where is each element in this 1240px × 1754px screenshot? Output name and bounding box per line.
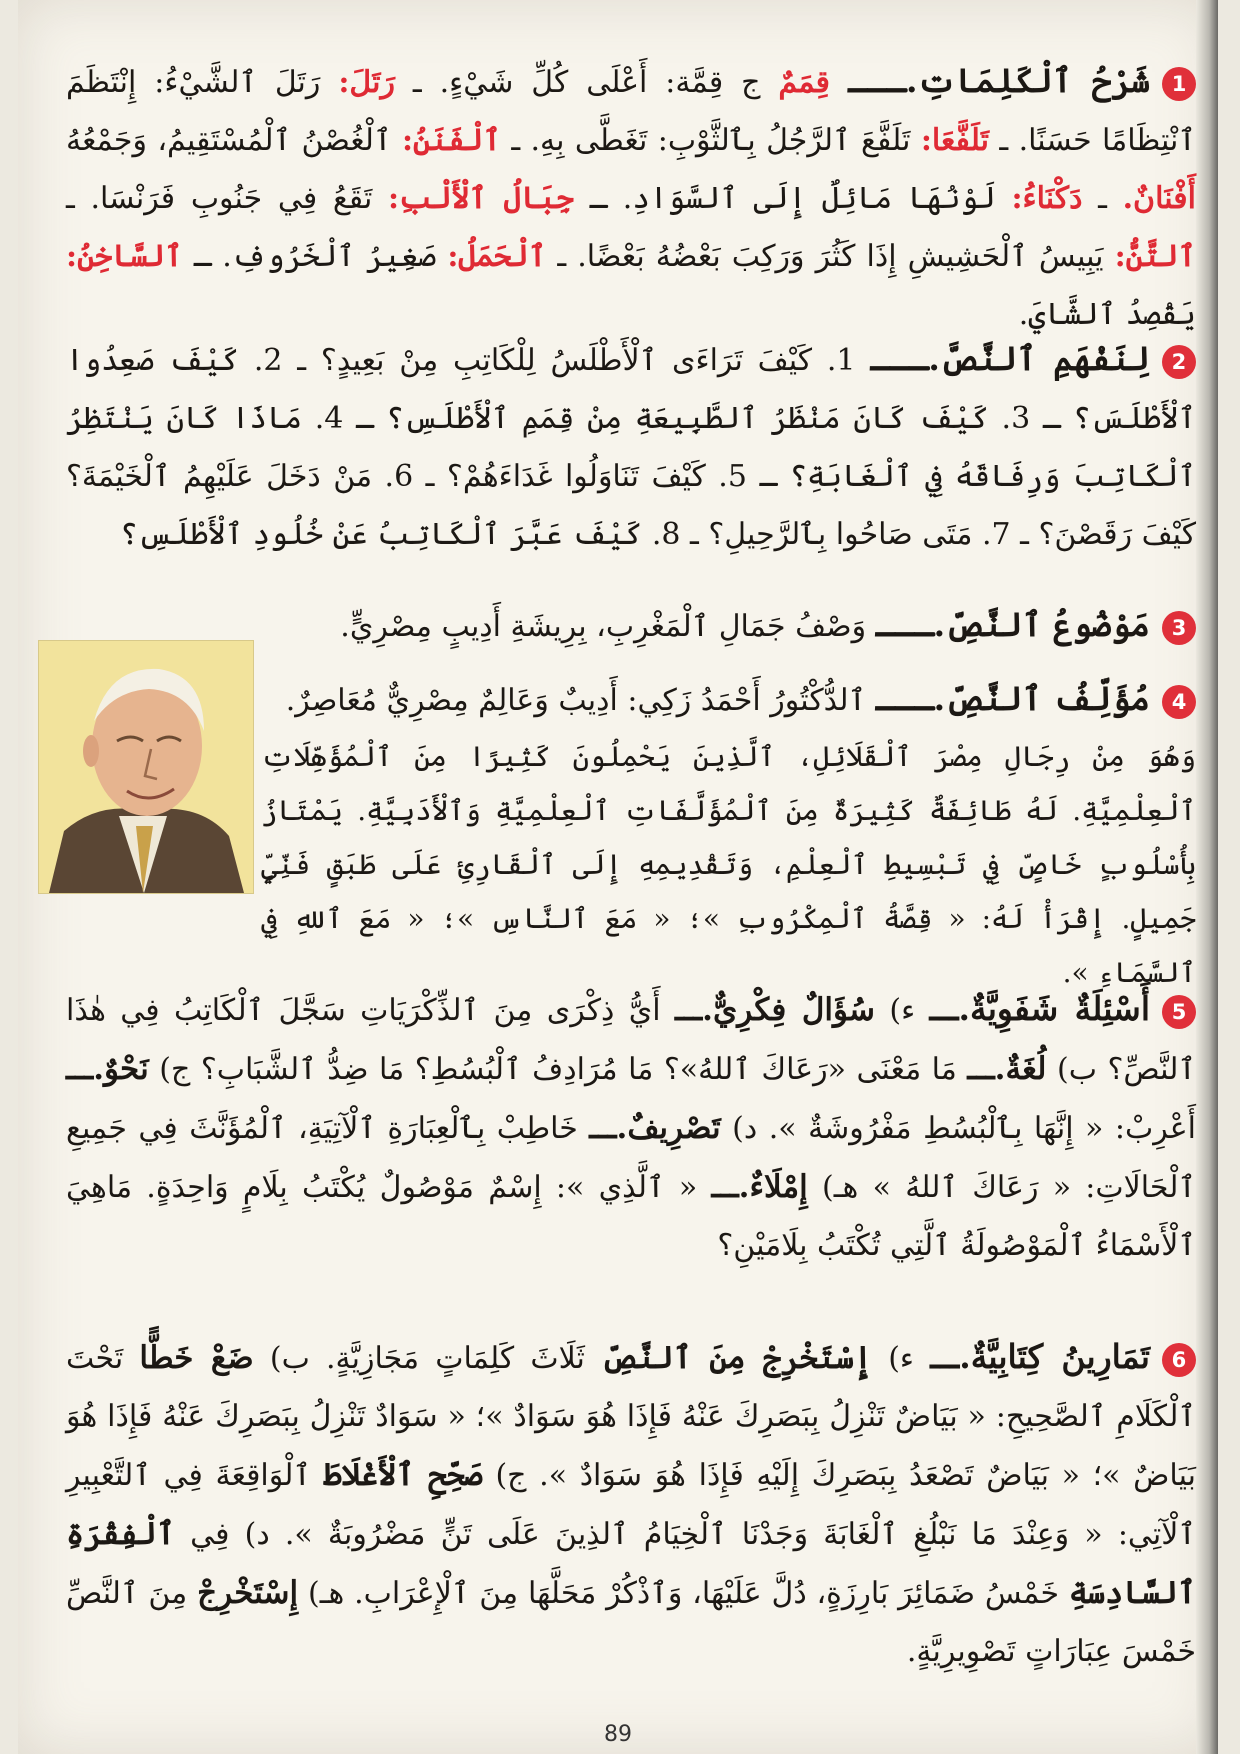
question-prefix: ج): [159, 1052, 191, 1087]
page-edge: [1196, 0, 1218, 1754]
question-label: نَحْوٌ.ـــ: [66, 1051, 149, 1087]
question-label: لُغَةٌ.ـــ: [967, 1051, 1047, 1087]
exercise-label: إِسْتَخْرِجْ: [197, 1575, 299, 1611]
exercise-label: ضَعْ خَطًّا: [139, 1340, 254, 1376]
section-number-badge: 3: [1162, 611, 1196, 645]
author-bio: وَهُوَ مِنْ رِجَالِ مِصْرَ ٱلْقَلَائِلِ، ٱلَّذِينَ يَحْمِلُونَ كَثِيرًا مِنَ ٱلْمُؤَهِّلَاتِ ٱلْعِلْمِيَّةِ. لَهُ طَائِفَةٌ كَثِيرَةٌ مِنَ ٱلْمُؤَلَّفَاتِ ٱلْعِلْمِيَّةِ وَٱلْأَدَبِيَّةِ. يَمْتَازُ بِأُسْلُوبٍ خَاصٍّ فِي تَبْسِيطِ ٱلْعِلْمِ، وَتَقْدِيمِهِ إِلَى ٱلْقَارِئِ عَلَى طَبَقٍ فَنِّيٍّ جَمِيلٍ. إِقْرَأْ لَهُ: « قِصَّةُ ٱلْمِكْرُوبِ »؛ « مَعَ ٱلنَّاسِ »؛ « مَعَ ٱللهِ فِي ٱلسَّمَاءِ ».: [261, 740, 1196, 989]
vocab-term: ٱلسَّاخِنُ:: [66, 239, 183, 274]
question-text: مَا مَعْنَى «رَعَاكَ ٱللهُ»؟ مَا مُرَادِفُ ٱلْبُسُطِ؟ مَا ضِدُّ ٱلشَّبَابِ؟: [200, 1052, 957, 1087]
vocab-definition: صَغِيرُ ٱلْخَرُوفِ. ـ: [193, 239, 437, 274]
vocab-definition: رَتَلَ ٱلشَّيْءُ: إِنْتَظَمَ ٱنْتِظَامًا حَسَنًا. ـ: [66, 65, 1196, 158]
section-written-exercises: [66, 1328, 1196, 1681]
vocab-term: قِمَمٌ: [778, 65, 831, 100]
topic-text: وَصْفُ جَمَالِ ٱلْمَغْرِبِ، بِرِيشَةِ أَدِيبٍ مِصْرِيٍّ.: [340, 609, 867, 644]
question-text: خَاطِبْ بِٱلْعِبَارَةِ ٱلْآتِيَةِ، ٱلْمُؤَنَّثَ فِي جَمِيعِ ٱلْحَالَاتِ: « رَعَاكَ ٱللهُ »: [66, 1111, 1196, 1205]
question-label: إِمْلَاءٌ.ـــ: [711, 1169, 808, 1205]
section-number-badge: 4: [1162, 685, 1196, 719]
exercise-prefix: ب): [269, 1341, 310, 1376]
page-number: 89: [604, 1722, 632, 1747]
author-lead: ٱلدُّكْتُورُ أَحْمَدُ زَكِي: أَدِيبٌ وَعَالِمٌ مِصْرِيٌّ مُعَاصِرٌ.: [285, 683, 867, 718]
question-text: أَيُّ ذِكْرَى مِنَ ٱلذِّكْرَيَاتِ سَجَّلَ ٱلْكَاتِبُ فِي هٰذَا ٱلنَّصِّ؟: [66, 993, 1196, 1087]
section-oral-questions: [66, 980, 1196, 1275]
exercise-text: تَحْتَ ٱلْكَلَامِ ٱلصَّحِيحِ: « بَيَاضٌ تَنْزِلُ بِبَصَرِكَ عَنْهُ فَإِذَا هُوَ سَوَادٌ »؛ « سَوَادٌ تَنْزِلُ بِبَصَرِكَ عَنْهُ فَإِذَا هُوَ بَيَاضٌ »؛ « بَيَاضٌ تَصْعَدُ بِبَصَرِكَ إِلَيْهِ فَإِذَا هُوَ سَوَادٌ ».: [66, 1341, 1196, 1493]
vocab-term: أَفْنَانٌ.: [1122, 181, 1196, 216]
question-text: أَعْرِبْ: « إِنَّهَا بِٱلْبُسُطِ مَفْرُوشَةٌ ».: [768, 1111, 1196, 1146]
question-prefix: هـ): [822, 1170, 859, 1205]
vocab-separator: ـ: [1098, 181, 1107, 216]
author-portrait-illustration: [39, 641, 253, 893]
section-number-badge: 2: [1162, 345, 1196, 379]
vocab-definition: يَبِيسُ ٱلْحَشِيشِ إِذَا كَثُرَ وَرَكِبَ بَعْضُهُ بَعْضًا. ـ: [557, 239, 1104, 274]
exercise-label: صَحِّحِ ٱلْأَغْلَاطَ: [323, 1457, 483, 1493]
page: [18, 0, 1218, 1754]
question-prefix: ب): [1057, 1052, 1097, 1087]
exercise-text: ثَلَاثَ كَلِمَاتٍ مَجَازِيَّةٍ.: [326, 1341, 585, 1376]
section-heading: تَمَارِينُ كِتَابِيَّةٌ.ـــ: [930, 1337, 1150, 1376]
exercise-prefix: ء): [888, 1341, 915, 1376]
exercise-text: فِي: [190, 1517, 230, 1552]
vocab-definition: تَلَفَّعَ ٱلرَّجُلُ بِٱلثَّوْبِ: تَغَطَّى بِهِ. ـ: [511, 123, 911, 158]
author-portrait: [38, 640, 254, 894]
exercise-text: مِنَ ٱلنَّصِّ خَمْسَ عِبَارَاتٍ تَصْوِيرِيَّةٍ.: [66, 1576, 1196, 1669]
exercise-prefix: د): [244, 1517, 270, 1552]
vocab-term: رَتَلَ:: [338, 65, 395, 100]
vocab-definition: تَقَعُ فِي جَنُوبِ فَرَنْسَا. ـ: [66, 181, 373, 216]
section-author: [261, 670, 1196, 1000]
section-number-badge: 6: [1162, 1343, 1196, 1377]
question-prefix: ء): [889, 993, 916, 1028]
section-number-badge: 5: [1162, 995, 1196, 1029]
question-label: تَصْرِيفٌ.ـــ: [589, 1110, 721, 1146]
exercise-text: خَمْسُ ضَمَائِرَ بَارِزَةٍ، دُلَّ عَلَيْهَا، وَٱذْكُرْ مَحَلَّهَا مِنَ ٱلْإِعْرَابِ.: [354, 1576, 1059, 1611]
section-comprehension: [66, 330, 1196, 564]
vocab-term: ٱلْفَنَنُ:: [401, 123, 501, 158]
vocab-term: تَلَفَّعَا:: [920, 123, 989, 158]
vocab-term: دَكْنَاءُ:: [1011, 181, 1083, 216]
vocab-term: ٱلْحَمَلُ:: [447, 239, 547, 274]
question-prefix: د): [732, 1111, 758, 1146]
section-heading: أَسْئِلَةٌ شَفَوِيَّةٌ.ـــ: [929, 989, 1151, 1028]
section-number-badge: 1: [1162, 67, 1196, 101]
vocab-definition: ٱلْغُصْنُ ٱلْمُسْتَقِيمُ، وَجَمْعُهُ: [66, 123, 392, 158]
vocab-term: جِبَالُ ٱلْأَلْبِ:: [388, 181, 574, 216]
section-vocabulary: [66, 52, 1196, 344]
exercise-text: ٱلْوَاقِعَةَ فِي ٱلتَّعْبِيرِ ٱلْآتِي: « وَعِنْدَ مَا نَبْلُغِ ٱلْغَابَةَ وَجَدْنَا ٱلْخِيَامُ ٱلذِينَ عَلَى تَنٍّ مَضْرُوبَةٌ ».: [66, 1458, 1196, 1552]
section-heading: شَرْحُ ٱلْكَلِمَاتِ.ـــ: [847, 61, 1150, 100]
exercise-label: إِسْتَخْرِجْ مِنَ ٱلنَّصِّ: [601, 1340, 873, 1376]
comprehension-questions: 1. كَيْفَ تَرَاءَى ٱلْأَطْلَسُ لِلْكَاتِبِ مِنْ بَعِيدٍ؟ ـ 2. كَيْفَ صَعِدُوا ٱلْأَطْلَسَ؟ ـ 3. كَيْفَ كَانَ مَنْظَرُ ٱلطَّبِيعَةِ مِنْ قِمَمِ ٱلْأَطْلَسِ؟ ـ 4. مَاذَا كَانَ يَنْتَظِرُ ٱلْكَاتِبَ وَرِفَاقَهُ فِي ٱلْغَابَةِ؟ ـ 5. كَيْفَ تَنَاوَلُوا غَدَاءَهُمْ؟ ـ 6. مَنْ دَخَلَ عَلَيْهِمُ ٱلْخَيْمَةَ؟ كَيْفَ رَقَصْنَ؟ ـ 7. مَتَى صَاحُوا بِٱلرَّحِيلِ؟ ـ 8. كَيْفَ عَبَّرَ ٱلْكَاتِبُ عَنْ خُلُودِ ٱلْأَطْلَسِ؟: [66, 343, 1196, 552]
vocab-term: ٱلتَّنُّ:: [1114, 239, 1196, 274]
question-label: سُؤَالٌ فِكْرِيٌّ.ـــ: [674, 992, 876, 1028]
section-heading: مُؤَلِّفُ ٱلنَّصِّ.ـــ: [875, 679, 1150, 718]
exercise-prefix: ج): [495, 1458, 527, 1493]
section-heading: مَوْضُوعُ ٱلنَّصِّ.ـــ: [875, 605, 1150, 644]
exercise-prefix: هـ): [307, 1576, 345, 1611]
vocab-definition: ج قِمَّة: أَعْلَى كُلِّ شَيْءٍ. ـ: [412, 65, 761, 100]
section-heading: لِنَفْهَمِ ٱلنَّصَّ.ـــ: [870, 339, 1150, 378]
vocab-definition: يَقْصِدُ ٱلشَّايَ.: [1018, 297, 1196, 332]
exercise-label: ٱلْفِقْرَةِ ٱلسَّادِسَةِ: [66, 1516, 1196, 1611]
question-text: « ٱلَّذِي »: إِسْمٌ مَوْصُولٌ يُكْتَبُ بِلَامٍ وَاحِدَةٍ. مَاهِيَ ٱلْأَسْمَاءُ ٱلْمَوْصُولَةُ ٱلَّتِي تُكْتَبُ بِلَامَيْنِ؟: [66, 1170, 1196, 1263]
vocab-definition: لَوْنُهَا مَائِلٌ إِلَى ٱلسَّوَادِ. ـ: [589, 181, 996, 216]
